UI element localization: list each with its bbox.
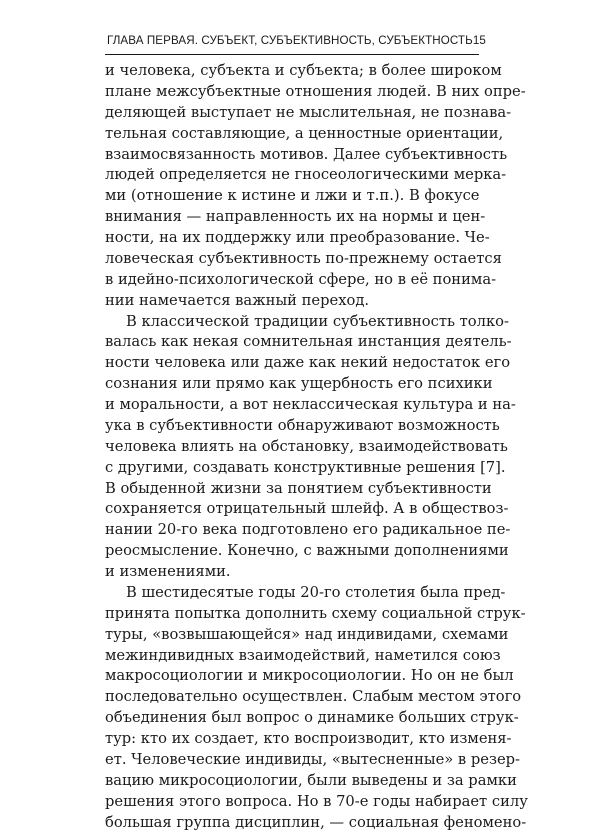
text-line: внимания — направленность их на нормы и цен- — [105, 207, 479, 228]
text-line: реосмысление. Конечно, с важными дополнениями — [105, 541, 479, 562]
text-line: валась как некая сомнительная инстанция деятель- — [105, 332, 479, 353]
text-line: взаимосвязанность мотивов. Далее субъективность — [105, 145, 479, 166]
chapter-title: ГЛАВА ПЕРВАЯ. СУБЪЕКТ, СУБЪЕКТИВНОСТЬ, СУБЪЕКТНОСТЬ — [107, 34, 473, 47]
text-line: ет. Человеческие индивиды, «вытесненные» в резер- — [105, 750, 479, 771]
text-line: межиндивидных взаимодействий, наметился союз — [105, 646, 479, 667]
text-line: сознания или прямо как ущербность его психики — [105, 374, 479, 395]
text-line: вацию микросоциологии, были выведены и за рамки — [105, 771, 479, 792]
text-line: нии намечается важный переход. — [105, 291, 479, 312]
text-line: туры, «возвышающейся» над индивидами, схемами — [105, 625, 479, 646]
text-line: человека влиять на обстановку, взаимодействовать — [105, 437, 479, 458]
text-line: с другими, создавать конструктивные решения [7]. — [105, 458, 479, 479]
text-line: плане межсубъектные отношения людей. В них опре- — [105, 82, 479, 103]
text-line: деляющей выступает не мыслительная, не познава- — [105, 103, 479, 124]
body-text — [105, 61, 479, 833]
text-line: сохраняется отрицательный шлейф. А в обществоз- — [105, 499, 479, 520]
text-line: и человека, субъекта и субъекта; в более широком — [105, 61, 479, 82]
text-line: и моральности, а вот неклассическая культура и на- — [105, 395, 479, 416]
text-line: нании 20-го века подготовлено его радикальное пе- — [105, 520, 479, 541]
text-line: решения этого вопроса. Но в 70-е годы набирает силу — [105, 792, 479, 813]
text-line: людей определяется не гносеологическими мерка- — [105, 165, 479, 186]
paragraph — [105, 312, 479, 583]
text-line: ловеческая субъективность по-прежнему остается — [105, 249, 479, 270]
text-line: ука в субъективности обнаруживают возможность — [105, 416, 479, 437]
paragraph — [105, 583, 479, 833]
text-line: макросоциологии и микросоциологии. Но он не был — [105, 666, 479, 687]
text-line: большая группа дисциплин, — социальная феномено- — [105, 813, 479, 833]
text-line: тельная составляющие, а ценностные ориентации, — [105, 124, 479, 145]
text-line: В обыденной жизни за понятием субъективности — [105, 479, 479, 500]
text-line: ми (отношение к истине и лжи и т.п.). В фокусе — [105, 186, 479, 207]
text-line: ности человека или даже как некий недостаток его — [105, 353, 479, 374]
page-number: 15 — [473, 34, 486, 47]
header-rule — [105, 54, 479, 55]
text-line: В шестидесятые годы 20-го столетия была пред- — [105, 583, 479, 604]
running-header — [107, 34, 479, 52]
text-line: принята попытка дополнить схему социальной струк- — [105, 604, 479, 625]
text-line: объединения был вопрос о динамике больших струк- — [105, 708, 479, 729]
text-line: последовательно осуществлен. Слабым местом этого — [105, 687, 479, 708]
paragraph — [105, 61, 479, 312]
text-line: и изменениями. — [105, 562, 479, 583]
text-line: в идейно-психологической сфере, но в её понима- — [105, 270, 479, 291]
text-line: ности, на их поддержку или преобразование. Че- — [105, 228, 479, 249]
text-line: В классической традиции субъективность толко- — [105, 312, 479, 333]
text-line: тур: кто их создает, кто воспроизводит, кто изменя- — [105, 729, 479, 750]
